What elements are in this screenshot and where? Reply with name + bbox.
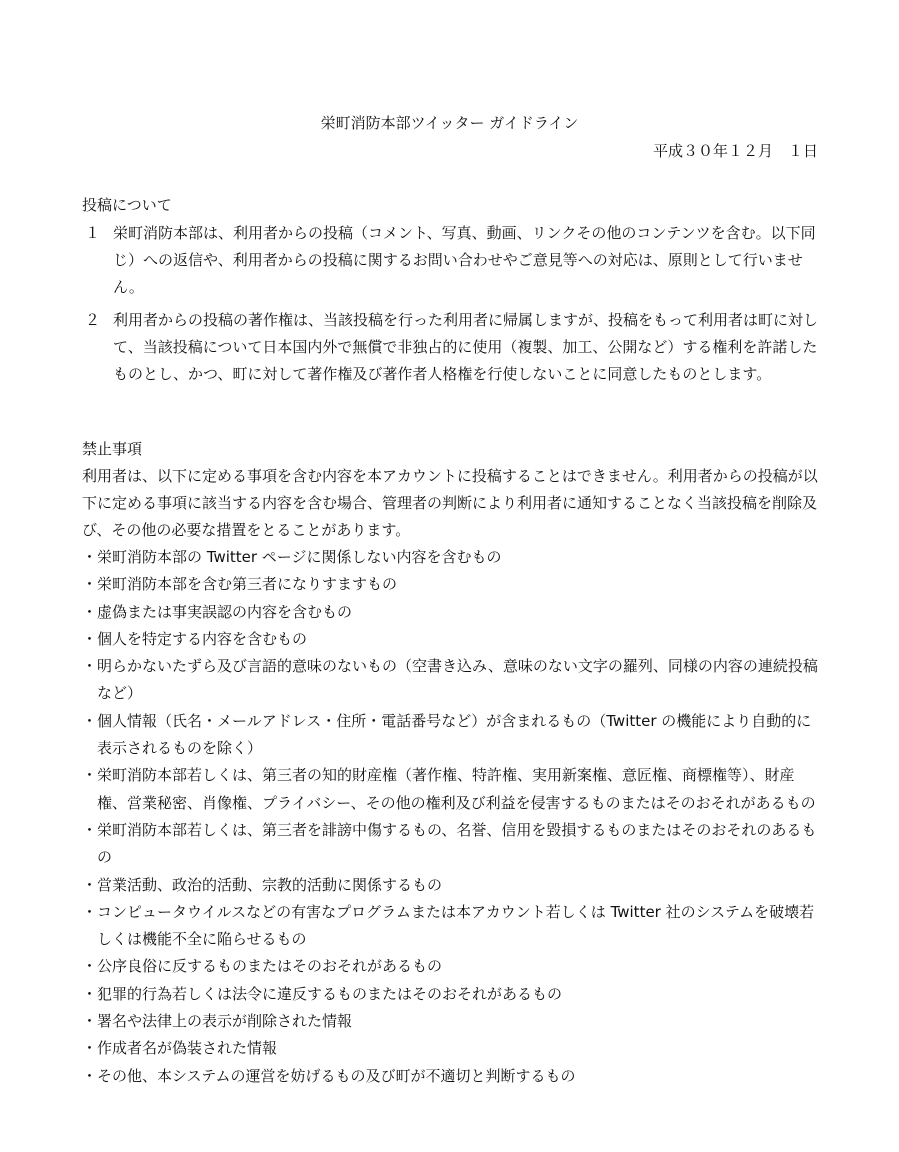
bullet-mark: ・ (82, 957, 98, 976)
bullet-mark: ・ (82, 902, 98, 921)
prohibited-item (82, 872, 822, 899)
posting-heading: 投稿について (82, 196, 172, 214)
prohibited-item-text: 公序良俗に反するものまたはそのおそれがあるもの (97, 957, 443, 976)
bullet-mark: ・ (82, 1066, 98, 1085)
bullet-mark: ・ (82, 1039, 98, 1058)
bullet-mark: ・ (82, 629, 98, 648)
prohibited-item-text: コンピュータウイルスなどの有害なプログラムまたは本アカウント若しくは Twitter 社のシステムを破壊若しくは機能不全に陥らせるもの (97, 902, 815, 949)
bullet-mark: ・ (82, 711, 98, 730)
prohibited-item-text: 犯罪的行為若しくは法令に違反するものまたはそのおそれがあるもの (97, 984, 563, 1003)
bullet-mark: ・ (82, 657, 98, 676)
bullet-mark: ・ (82, 1012, 98, 1031)
prohibited-item (82, 981, 822, 1008)
prohibited-item-text: 栄町消防本部の Twitter ページに関係しない内容を含むもの (97, 548, 502, 566)
prohibited-item-text: 署名や法律上の表示が削除された情報 (97, 1012, 353, 1031)
prohibited-item (82, 544, 822, 571)
bullet-mark: ・ (82, 575, 98, 594)
prohibited-intro: 利用者は、以下に定める事項を含む内容を本アカウントに投稿することはできません。利用者からの投稿が以下に定める事項に該当する内容を含む場合、管理者の判断により利用者に通知することなく当該投稿を削除及び、その他の必要な措置をとることがあります。 (82, 467, 818, 539)
prohibited-item (82, 626, 822, 653)
item-text: 利用者からの投稿の著作権は、当該投稿を行った利用者に帰属しますが、投稿をもって利用者は町に対して、当該投稿について日本国内外で無償で非独占的に使用（複製、加工、公開など）する権利を許諾したものとし、かつ、町に対して著作権及び著作者人格権を行使しないことに同意したものとします。 (113, 311, 819, 383)
prohibited-item (82, 1008, 822, 1035)
bullet-mark: ・ (82, 820, 98, 839)
prohibited-item-text: 栄町消防本部若しくは、第三者を誹謗中傷するもの、名誉、信用を毀損するものまたはそのおそれのあるもの (97, 820, 817, 867)
prohibited-item-text: 個人を特定する内容を含むもの (97, 629, 308, 648)
item-text: 栄町消防本部は、利用者からの投稿（コメント、写真、動画、リンクその他のコンテンツを含む。以下同じ）への返信や、利用者からの投稿に関するお問い合わせやご意見等への対応は、原則として行いません。 (113, 224, 816, 296)
posting-item (82, 307, 822, 388)
prohibited-item-text: 営業活動、政治的活動、宗教的活動に関係するもの (97, 875, 443, 894)
prohibited-heading: 禁止事項 (82, 440, 143, 458)
posting-list (82, 220, 822, 388)
bullet-mark: ・ (82, 548, 98, 566)
prohibited-item (82, 1063, 822, 1090)
prohibited-item-text: 個人情報（氏名・メールアドレス・住所・電話番号など）が含まれるもの（Twitter の機能により自動的に表示されるものを除く） (97, 711, 812, 758)
prohibited-item (82, 653, 822, 708)
prohibited-item-text: 栄町消防本部若しくは、第三者の知的財産権（著作権、特許権、実用新案権、意匠権、商標権等）、財産権、営業秘密、肖像権、プライバシー、その他の権利及び利益を侵害するものまたはそのおそれがあるもの (97, 766, 816, 812)
item-number: ２ (85, 311, 101, 329)
prohibited-item-text: 栄町消防本部を含む第三者になりすますもの (97, 575, 398, 594)
bullet-mark: ・ (82, 602, 98, 621)
bullet-mark: ・ (82, 766, 98, 785)
posting-item (82, 220, 822, 301)
prohibited-item (82, 571, 822, 598)
item-number: １ (85, 224, 101, 242)
bullet-mark: ・ (82, 984, 98, 1003)
prohibited-item (82, 953, 822, 980)
prohibited-item (82, 1035, 822, 1062)
document-title: 栄町消防本部ツイッター ガイドライン (320, 114, 579, 132)
prohibited-item-text: 虚偽または事実誤認の内容を含むもの (97, 602, 353, 621)
document-date: 平成３０年１２月 １日 (652, 142, 818, 160)
prohibited-list (82, 544, 822, 1090)
prohibited-item-text: 作成者名が偽装された情報 (97, 1039, 278, 1058)
prohibited-item (82, 599, 822, 626)
prohibited-item (82, 708, 822, 763)
prohibited-item (82, 762, 822, 817)
bullet-mark: ・ (82, 875, 98, 894)
prohibited-item (82, 817, 822, 872)
prohibited-item (82, 899, 822, 954)
prohibited-item-text: 明らかないたずら及び言語的意味のないもの（空書き込み、意味のない文字の羅列、同様の内容の連続投稿など） (97, 657, 818, 703)
prohibited-item-text: その他、本システムの運営を妨げるもの及び町が不適切と判断するもの (97, 1066, 576, 1085)
